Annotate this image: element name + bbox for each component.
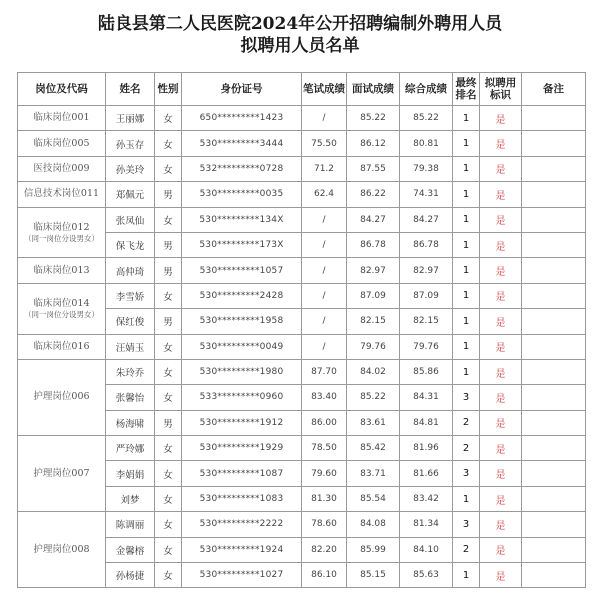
table-row bbox=[18, 131, 586, 156]
table-row bbox=[18, 258, 586, 283]
candidate-id-number: 530*********1057 bbox=[182, 258, 302, 283]
table-row bbox=[18, 436, 586, 461]
candidate-gender: 女 bbox=[155, 334, 182, 359]
header-position: 岗位及代码 bbox=[18, 73, 106, 106]
table-row bbox=[18, 359, 586, 384]
total-score: 79.38 bbox=[400, 156, 453, 181]
interview-score: 83.71 bbox=[347, 461, 400, 486]
final-rank: 1 bbox=[453, 156, 480, 181]
candidate-name: 金馨榕 bbox=[106, 537, 155, 562]
remark bbox=[522, 563, 586, 588]
candidate-gender: 女 bbox=[155, 156, 182, 181]
candidate-id-number: 530*********173X bbox=[182, 232, 302, 257]
table-body bbox=[18, 106, 586, 588]
candidate-gender: 女 bbox=[155, 512, 182, 537]
table-row bbox=[18, 512, 586, 537]
written-score: 75.50 bbox=[302, 131, 347, 156]
interview-score: 79.76 bbox=[347, 334, 400, 359]
total-score: 86.78 bbox=[400, 232, 453, 257]
position-cell bbox=[18, 512, 106, 588]
position-label: 临床岗位013 bbox=[33, 264, 90, 276]
written-score: 87.70 bbox=[302, 359, 347, 384]
written-score: 82.20 bbox=[302, 537, 347, 562]
interview-score: 85.54 bbox=[347, 486, 400, 511]
total-score: 85.86 bbox=[400, 359, 453, 384]
position-label: 临床岗位012 bbox=[33, 221, 90, 233]
hire-flag: 是 bbox=[480, 106, 522, 131]
header-hire-flag: 拟聘用标识 bbox=[480, 73, 522, 106]
interview-score: 84.02 bbox=[347, 359, 400, 384]
candidate-name: 郑佩元 bbox=[106, 182, 155, 207]
position-cell bbox=[18, 207, 106, 258]
candidate-id-number: 530*********1083 bbox=[182, 486, 302, 511]
candidate-name: 张馨怡 bbox=[106, 385, 155, 410]
candidate-gender: 女 bbox=[155, 461, 182, 486]
interview-score: 86.78 bbox=[347, 232, 400, 257]
remark bbox=[522, 359, 586, 384]
position-cell bbox=[18, 156, 106, 181]
candidate-id-number: 530*********1958 bbox=[182, 309, 302, 334]
hire-flag: 是 bbox=[480, 156, 522, 181]
position-cell bbox=[18, 106, 106, 131]
candidate-id-number: 530*********0035 bbox=[182, 182, 302, 207]
position-note: （同一岗位分设男女） bbox=[24, 233, 99, 243]
position-cell bbox=[18, 283, 106, 334]
final-rank: 1 bbox=[453, 486, 480, 511]
total-score: 84.31 bbox=[400, 385, 453, 410]
candidate-name: 保飞龙 bbox=[106, 232, 155, 257]
candidate-id-number: 530*********2428 bbox=[182, 283, 302, 308]
candidate-gender: 女 bbox=[155, 537, 182, 562]
candidate-id-number: 530*********0049 bbox=[182, 334, 302, 359]
total-score: 85.22 bbox=[400, 106, 453, 131]
remark bbox=[522, 385, 586, 410]
total-score: 81.34 bbox=[400, 512, 453, 537]
hire-flag: 是 bbox=[480, 486, 522, 511]
position-label: 护理岗位007 bbox=[33, 467, 90, 479]
position-cell bbox=[18, 334, 106, 359]
candidate-name: 杨海啸 bbox=[106, 410, 155, 435]
candidate-name: 高仲琦 bbox=[106, 258, 155, 283]
final-rank: 1 bbox=[453, 309, 480, 334]
total-score: 74.31 bbox=[400, 182, 453, 207]
final-rank: 1 bbox=[453, 207, 480, 232]
candidate-id-number: 530*********1027 bbox=[182, 563, 302, 588]
header-final-rank: 最终排名 bbox=[453, 73, 480, 106]
remark bbox=[522, 334, 586, 359]
header-written-score: 笔试成绩 bbox=[302, 73, 347, 106]
document-subtitle: 拟聘用人员名单 bbox=[240, 36, 360, 56]
total-score: 84.27 bbox=[400, 207, 453, 232]
remark bbox=[522, 207, 586, 232]
position-label: 信息技术岗位011 bbox=[23, 188, 100, 200]
remark bbox=[522, 106, 586, 131]
total-score: 81.96 bbox=[400, 436, 453, 461]
position-label: 临床岗位016 bbox=[33, 340, 90, 352]
written-score: 71.2 bbox=[302, 156, 347, 181]
candidate-name: 李娟娟 bbox=[106, 461, 155, 486]
candidate-gender: 女 bbox=[155, 436, 182, 461]
table-row bbox=[18, 106, 586, 131]
interview-score: 84.08 bbox=[347, 512, 400, 537]
header-gender: 性别 bbox=[155, 73, 182, 106]
final-rank: 2 bbox=[453, 436, 480, 461]
candidate-id-number: 530*********1929 bbox=[182, 436, 302, 461]
total-score: 85.63 bbox=[400, 563, 453, 588]
hire-flag: 是 bbox=[480, 232, 522, 257]
final-rank: 1 bbox=[453, 334, 480, 359]
candidate-id-number: 530*********1087 bbox=[182, 461, 302, 486]
candidate-id-number: 532*********0728 bbox=[182, 156, 302, 181]
candidate-name: 孙玉存 bbox=[106, 131, 155, 156]
interview-score: 85.99 bbox=[347, 537, 400, 562]
hire-flag: 是 bbox=[480, 258, 522, 283]
candidate-gender: 女 bbox=[155, 385, 182, 410]
remark bbox=[522, 436, 586, 461]
final-rank: 1 bbox=[453, 106, 480, 131]
interview-score: 87.55 bbox=[347, 156, 400, 181]
candidate-id-number: 530*********3444 bbox=[182, 131, 302, 156]
remark bbox=[522, 309, 586, 334]
interview-score: 82.15 bbox=[347, 309, 400, 334]
candidate-name: 孙美玲 bbox=[106, 156, 155, 181]
interview-score: 84.27 bbox=[347, 207, 400, 232]
candidate-name: 汪婧玉 bbox=[106, 334, 155, 359]
interview-score: 82.97 bbox=[347, 258, 400, 283]
header-total-score: 综合成绩 bbox=[400, 73, 453, 106]
position-label: 护理岗位008 bbox=[33, 543, 90, 555]
hire-flag: 是 bbox=[480, 359, 522, 384]
candidate-id-number: 530*********1912 bbox=[182, 410, 302, 435]
position-label: 临床岗位001 bbox=[33, 112, 90, 124]
candidate-gender: 女 bbox=[155, 106, 182, 131]
total-score: 82.15 bbox=[400, 309, 453, 334]
candidate-id-number: 650*********1423 bbox=[182, 106, 302, 131]
written-score: 78.60 bbox=[302, 512, 347, 537]
written-score: / bbox=[302, 334, 347, 359]
candidate-gender: 男 bbox=[155, 410, 182, 435]
header-remark: 备注 bbox=[522, 73, 586, 106]
candidate-id-number: 530*********2222 bbox=[182, 512, 302, 537]
total-score: 79.76 bbox=[400, 334, 453, 359]
candidate-gender: 女 bbox=[155, 131, 182, 156]
candidate-gender: 女 bbox=[155, 283, 182, 308]
total-score: 84.10 bbox=[400, 537, 453, 562]
hire-flag: 是 bbox=[480, 512, 522, 537]
remark bbox=[522, 461, 586, 486]
candidate-id-number: 533*********0960 bbox=[182, 385, 302, 410]
candidate-name: 保红俊 bbox=[106, 309, 155, 334]
header-interview-score: 面试成绩 bbox=[347, 73, 400, 106]
hire-flag: 是 bbox=[480, 563, 522, 588]
written-score: 79.60 bbox=[302, 461, 347, 486]
candidate-id-number: 530*********134X bbox=[182, 207, 302, 232]
hire-flag: 是 bbox=[480, 385, 522, 410]
interview-score: 85.42 bbox=[347, 436, 400, 461]
written-score: 86.00 bbox=[302, 410, 347, 435]
table-row bbox=[18, 334, 586, 359]
remark bbox=[522, 182, 586, 207]
candidate-name: 李雪娇 bbox=[106, 283, 155, 308]
position-label: 临床岗位014 bbox=[33, 298, 90, 310]
position-label: 护理岗位006 bbox=[33, 391, 90, 403]
candidate-gender: 男 bbox=[155, 258, 182, 283]
final-rank: 1 bbox=[453, 258, 480, 283]
hire-flag: 是 bbox=[480, 461, 522, 486]
final-rank: 1 bbox=[453, 359, 480, 384]
hire-flag: 是 bbox=[480, 131, 522, 156]
remark bbox=[522, 512, 586, 537]
remark bbox=[522, 537, 586, 562]
candidate-name: 孙杨捷 bbox=[106, 563, 155, 588]
written-score: / bbox=[302, 106, 347, 131]
final-rank: 1 bbox=[453, 131, 480, 156]
hire-flag: 是 bbox=[480, 182, 522, 207]
written-score: 86.10 bbox=[302, 563, 347, 588]
final-rank: 1 bbox=[453, 563, 480, 588]
total-score: 84.81 bbox=[400, 410, 453, 435]
header-id-number: 身份证号 bbox=[182, 73, 302, 106]
table-row bbox=[18, 156, 586, 181]
interview-score: 85.15 bbox=[347, 563, 400, 588]
remark bbox=[522, 283, 586, 308]
remark bbox=[522, 131, 586, 156]
written-score: 78.50 bbox=[302, 436, 347, 461]
final-rank: 3 bbox=[453, 461, 480, 486]
candidate-id-number: 530*********1924 bbox=[182, 537, 302, 562]
hire-flag: 是 bbox=[480, 537, 522, 562]
candidate-name: 刘梦 bbox=[106, 486, 155, 511]
remark bbox=[522, 156, 586, 181]
total-score: 81.66 bbox=[400, 461, 453, 486]
candidate-table bbox=[17, 72, 586, 588]
interview-score: 86.22 bbox=[347, 182, 400, 207]
written-score: / bbox=[302, 309, 347, 334]
written-score: / bbox=[302, 283, 347, 308]
total-score: 80.81 bbox=[400, 131, 453, 156]
candidate-gender: 女 bbox=[155, 486, 182, 511]
table-row bbox=[18, 283, 586, 308]
document-title: 陆良县第二人民医院2024年公开招聘编制外聘用人员 bbox=[97, 14, 503, 34]
candidate-gender: 男 bbox=[155, 182, 182, 207]
written-score: 81.30 bbox=[302, 486, 347, 511]
table-row bbox=[18, 182, 586, 207]
candidate-gender: 男 bbox=[155, 309, 182, 334]
written-score: 62.4 bbox=[302, 182, 347, 207]
position-cell bbox=[18, 359, 106, 435]
position-cell bbox=[18, 131, 106, 156]
final-rank: 2 bbox=[453, 410, 480, 435]
candidate-name: 王丽娜 bbox=[106, 106, 155, 131]
written-score: / bbox=[302, 258, 347, 283]
hire-flag: 是 bbox=[480, 410, 522, 435]
position-label: 医技岗位009 bbox=[33, 162, 90, 174]
position-label: 临床岗位005 bbox=[33, 137, 90, 149]
position-cell bbox=[18, 258, 106, 283]
position-cell bbox=[18, 182, 106, 207]
candidate-id-number: 530*********1980 bbox=[182, 359, 302, 384]
written-score: 83.40 bbox=[302, 385, 347, 410]
position-cell bbox=[18, 436, 106, 512]
hire-flag: 是 bbox=[480, 309, 522, 334]
candidate-name: 张凤仙 bbox=[106, 207, 155, 232]
remark bbox=[522, 410, 586, 435]
candidate-gender: 男 bbox=[155, 232, 182, 257]
table-row bbox=[18, 207, 586, 232]
candidate-gender: 女 bbox=[155, 563, 182, 588]
remark bbox=[522, 258, 586, 283]
hire-flag: 是 bbox=[480, 283, 522, 308]
interview-score: 87.09 bbox=[347, 283, 400, 308]
candidate-name: 严玲娜 bbox=[106, 436, 155, 461]
remark bbox=[522, 486, 586, 511]
total-score: 82.97 bbox=[400, 258, 453, 283]
final-rank: 3 bbox=[453, 385, 480, 410]
hire-flag: 是 bbox=[480, 207, 522, 232]
final-rank: 1 bbox=[453, 232, 480, 257]
candidate-name: 朱玲乔 bbox=[106, 359, 155, 384]
table-header-row bbox=[18, 73, 586, 106]
written-score: / bbox=[302, 232, 347, 257]
total-score: 83.42 bbox=[400, 486, 453, 511]
hire-flag: 是 bbox=[480, 436, 522, 461]
hire-flag: 是 bbox=[480, 334, 522, 359]
header-name: 姓名 bbox=[106, 73, 155, 106]
candidate-gender: 女 bbox=[155, 207, 182, 232]
written-score: / bbox=[302, 207, 347, 232]
interview-score: 85.22 bbox=[347, 385, 400, 410]
final-rank: 3 bbox=[453, 512, 480, 537]
final-rank: 1 bbox=[453, 182, 480, 207]
position-note: （同一岗位分设男女） bbox=[24, 310, 99, 320]
candidate-gender: 女 bbox=[155, 359, 182, 384]
total-score: 87.09 bbox=[400, 283, 453, 308]
candidate-name: 陈调丽 bbox=[106, 512, 155, 537]
final-rank: 2 bbox=[453, 537, 480, 562]
interview-score: 86.12 bbox=[347, 131, 400, 156]
interview-score: 85.22 bbox=[347, 106, 400, 131]
interview-score: 83.61 bbox=[347, 410, 400, 435]
remark bbox=[522, 232, 586, 257]
final-rank: 1 bbox=[453, 283, 480, 308]
